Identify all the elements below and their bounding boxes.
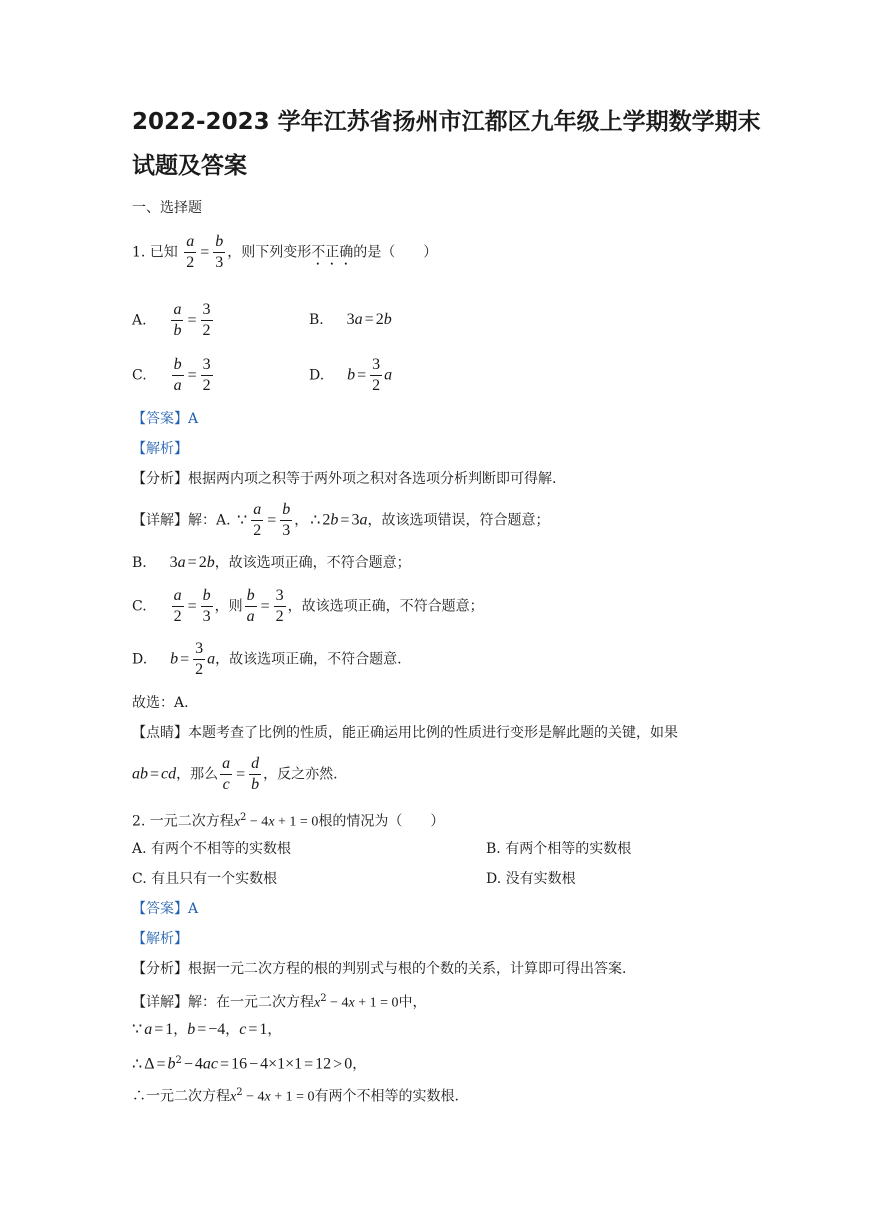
q1-choose: 故选：A. xyxy=(132,695,189,711)
q1-dianjing-line2: ab = cd，那么 $\frac{a}{c}$ = $\frac{d}{b}$ ，反之亦然. xyxy=(132,755,338,793)
q1-stem: 1. 已知 $\frac{a}{2}$ = $\frac{b}{3}$ ，则下列变形不正确的是（ ） xyxy=(132,233,438,271)
q2-option-a: A. 有两个不相等的实数根 xyxy=(132,841,292,857)
q1-option-a: A. $\frac{a}{b}$ = $\frac{3}{2}$ xyxy=(132,301,211,339)
fraction-b-over-3: $\frac{b}{3}$ xyxy=(215,233,224,271)
q2-option-d: D. 没有实数根 xyxy=(486,871,576,887)
emphasis-not-correct: 不正确 xyxy=(311,244,354,261)
q2-discriminant: ∴ $\Delta = b^2 - 4ac = 16 - 4\times 1\times 1 = 12 > 0$， xyxy=(132,1055,367,1073)
q2-conclusion: ∴一元二次方程$x^2 - 4x + 1 = 0$有两个不相等的实数根. xyxy=(132,1087,459,1105)
q1-stem-prefix: 1. 已知 xyxy=(132,244,178,261)
q2-stem: 2. 一元二次方程$x^2 - 4x + 1 = 0$根的情况为（ ） xyxy=(132,812,445,830)
q1-option-d: D. b = $\frac{3}{2}$ a xyxy=(309,356,393,394)
q2-coefficients: ∵ a = 1，b = −4，c = 1， xyxy=(132,1021,282,1038)
q1-dianjing: 【点睛】本题考查了比例的性质，能正确运用比例的性质进行变形是解此题的关键，如果 xyxy=(132,725,678,741)
q1-detail-a: 【详解】解：A. ∵ $\frac{a}{2}$ = $\frac{b}{3}$ ， ∴ 2b = 3a，故该选项错误，符合题意； xyxy=(132,501,550,539)
q1-detail-d: D. b = $\frac{3}{2}$ a，故该选项正确，不符合题意. xyxy=(132,640,402,678)
q1-option-b: B. 3a = 2b xyxy=(309,311,392,328)
q2-answer: 【答案】A xyxy=(132,901,199,917)
page-title-line2: 试题及答案 xyxy=(132,153,247,179)
q1-option-c: C. $\frac{b}{a}$ = $\frac{3}{2}$ xyxy=(132,356,211,394)
q2-fenxi: 【分析】根据一元二次方程的根的判别式与根的个数的关系，计算即可得出答案. xyxy=(132,961,627,977)
q2-option-c: C. 有且只有一个实数根 xyxy=(132,871,278,887)
q2-detail: 【详解】解：在一元二次方程$x^2 - 4x + 1 = 0$中， xyxy=(132,993,427,1011)
page-title-line1: 2022-2023 学年江苏省扬州市江都区九年级上学期数学期末 xyxy=(132,109,761,135)
fraction-a-over-2: $\frac{a}{2}$ xyxy=(186,233,195,271)
q1-detail-c: C. $\frac{a}{2}$ = $\frac{b}{3}$ ，则 $\frac{b}{a}$ = $\frac{3}{2}$ ，故该选项正确，不符合题意； xyxy=(132,587,484,625)
q2-analysis-label: 【解析】 xyxy=(132,931,188,947)
q1-fenxi: 【分析】根据两内项之积等于两外项之积对各选项分析判断即可得解. xyxy=(132,471,557,487)
q2-option-b: B. 有两个相等的实数根 xyxy=(486,841,632,857)
section-heading: 一、选择题 xyxy=(132,200,202,216)
q1-analysis-label: 【解析】 xyxy=(132,441,188,457)
q1-detail-b: B. 3a = 2b，故该选项正确，不符合题意； xyxy=(132,554,411,571)
q1-answer: 【答案】A xyxy=(132,411,199,427)
